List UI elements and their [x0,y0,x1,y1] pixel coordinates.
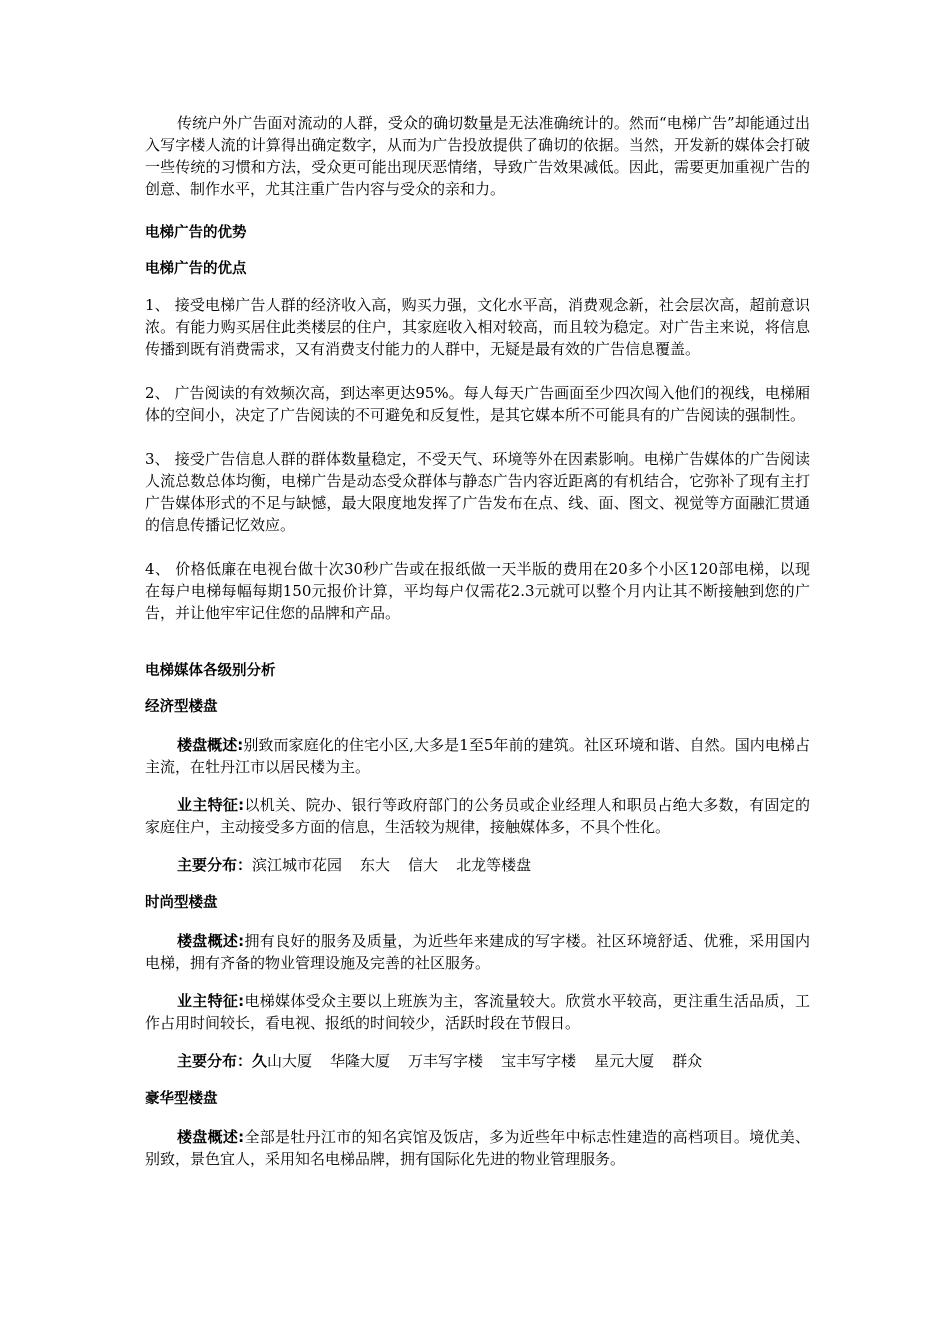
fashion-dist-item: 宝丰写字楼 [501,1052,577,1070]
economy-dist-item: 北龙等楼盘 [456,856,532,874]
point-4: 4、 价格低廉在电视台做十次30秒广告或在报纸做一天半版的费用在20多个小区120部电梯，以现在每户电梯每幅每期150元报价计算，平均每户仅需花2.3元就可以整个月内让其不断接触到您的广告，并让他牢牢记住您的品牌和产品。 [145,560,810,622]
fashion-dist-item: 山大厦 [267,1052,313,1070]
economy-overview-text: 别致而家庭化的住宅小区,大多是1至5年前的建筑。社区环境和谐、自然。国内电梯占主流，在牡丹江市以居民楼为主。 [145,736,811,776]
fashion-distribution [145,1050,810,1072]
luxury-overview-label: 楼盘概述: [177,1128,245,1146]
economy-dist-item: 滨江城市花园 [252,856,343,874]
heading-advantages: 电梯广告的优势 [145,225,247,241]
economy-dist-label: 主要分布： [177,856,253,874]
fashion-dist-item: 华隆大厦 [330,1052,391,1070]
economy-distribution [145,854,810,876]
fashion-overview-text: 拥有良好的服务及质量，为近些年来建成的写字楼。社区环境舒适、优雅，采用国内电梯，拥有齐备的物业管理设施及完善的社区服务。 [145,932,810,972]
fashion-owner [145,990,810,1034]
point-3: 3、 接受广告信息人群的群体数量稳定，不受天气、环境等外在因素影响。电梯广告媒体的广告阅读人流总数总体均衡，电梯广告是动态受众群体与静态广告内容近距离的有机结合，它弥补了现有主打广告媒体形式的不足与缺憾，最大限度地发挥了广告发布在点、线、面、图文、视觉等方面融汇贯通的信息传播记忆效应。 [145,450,810,534]
economy-title: 经济型楼盘 [145,699,218,715]
economy-owner-label: 业主特征: [177,796,245,814]
intro-paragraph: 传统户外广告面对流动的人群，受众的确切数量是无法准确统计的。然而“电梯广告”却能通过出入写字楼人流的计算得出确定数字，从而为广告投放提供了确切的依据。当然，开发新的媒体会打破一些传统的习惯和方法，受众更可能出现厌恶情绪，导致广告效果减低。因此，需要更加重视广告的创意、制作水平，尤其注重广告内容与受众的亲和力。 [145,114,810,198]
luxury-overview [145,1126,810,1170]
economy-overview-label: 楼盘概述: [177,736,244,754]
fashion-dist-item: 万丰写字楼 [408,1052,484,1070]
fashion-overview [145,930,810,974]
fashion-dist-label: 主要分布：久 [177,1052,268,1070]
economy-dist-item: 东大 [360,856,391,874]
document-page [145,112,810,1170]
heading-merits: 电梯广告的优点 [145,261,247,277]
luxury-title: 豪华型楼盘 [145,1091,218,1107]
point-1: 1、 接受电梯广告人群的经济收入高，购买力强，文化水平高，消费观念新，社会层次高，超前意识浓。有能力购买居住此类楼层的住户，其家庭收入相对较高，而且较为稳定。对广告主来说，将信息传播到既有消费需求，又有消费支付能力的人群中，无疑是最有效的广告信息覆盖。 [145,296,810,358]
economy-overview [145,734,810,778]
fashion-overview-label: 楼盘概述: [177,932,245,950]
heading-analysis: 电梯媒体各级别分析 [145,663,276,679]
luxury-overview-text: 全部是牡丹江市的知名宾馆及饭店，多为近些年中标志性建造的高档项目。境优美、别致，景色宜人，采用知名电梯品牌，拥有国际化先进的物业管理服务。 [145,1128,810,1168]
fashion-owner-label: 业主特征: [177,992,245,1010]
point-2: 2、 广告阅读的有效频次高，到达率更达95%。每人每天广告画面至少四次闯入他们的视线，电梯厢体的空间小，决定了广告阅读的不可避免和反复性，是其它媒本所不可能具有的广告阅读的强制性。 [145,384,810,424]
fashion-dist-item: 星元大厦 [594,1052,655,1070]
economy-dist-item: 信大 [408,856,439,874]
fashion-dist-item: 群众 [672,1052,703,1070]
economy-owner [145,794,810,838]
fashion-owner-text: 电梯媒体受众主要以上班族为主，客流量较大。欣赏水平较高，更注重生活品质，工作占用时间较长，看电视、报纸的时间较少，活跃时段在节假日。 [145,992,810,1032]
fashion-title: 时尚型楼盘 [145,895,218,911]
economy-owner-text: 以机关、院办、银行等政府部门的公务员或企业经理人和职员占绝大多数，有固定的家庭住户，主动接受多方面的信息，生活较为规律，接触媒体多，不具个性化。 [145,796,810,836]
